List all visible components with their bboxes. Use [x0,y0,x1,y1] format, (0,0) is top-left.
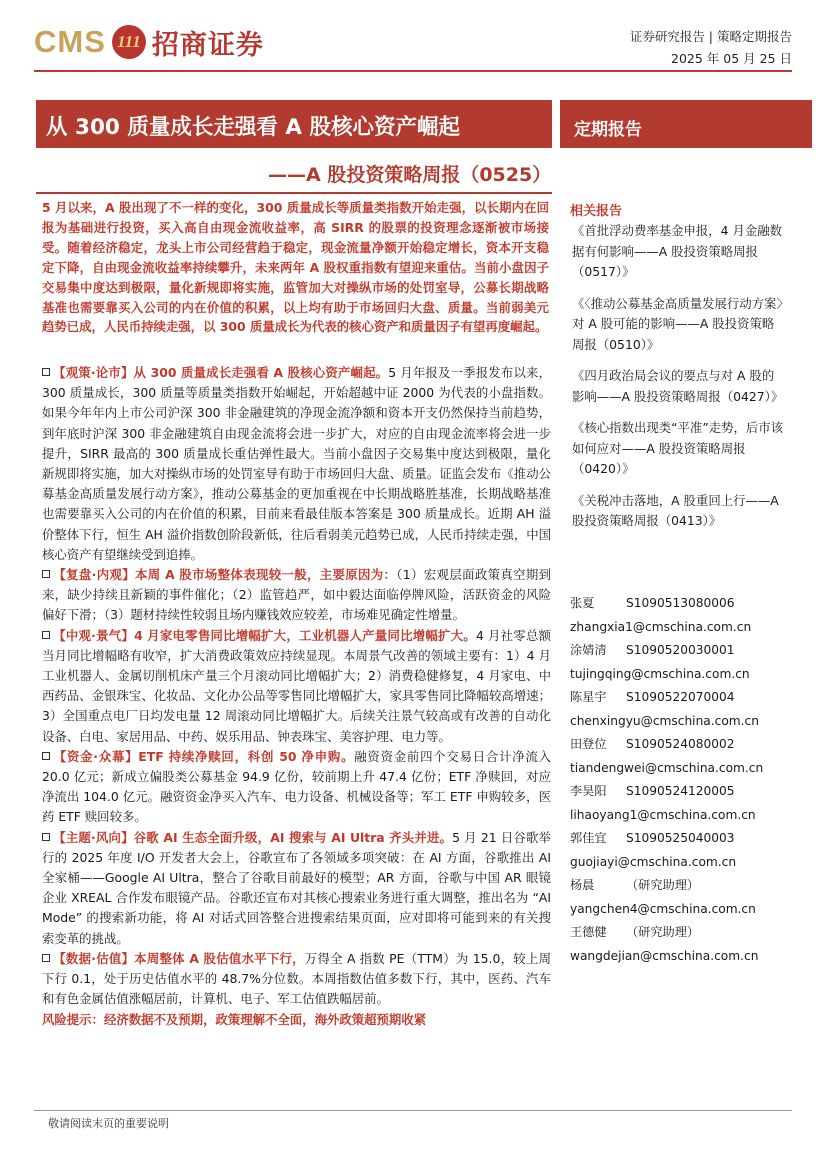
analyst-id: S1090513080006 [626,596,735,610]
section-head: 【中观·景气】4 月家电零售同比增幅扩大，工业机器人产量同比增幅扩大。 [53,627,476,643]
analyst-row [570,874,800,898]
section-text: 4 月社零总额当月同比增幅略有收窄，扩大消费政策效应持续显现。本周景气改善的领域主要有：1）4 月工业机器人、金属切削机床产量三个月滚动同比增幅扩大；2）消费稳健修复，4 月家电、中西药品、金银珠宝、化妆品、文化办公品等零售同比增幅扩大，家具零售同比降幅较高增速；3）全国重点电厂日均发电量 12 周滚动同比增幅扩大。后续关注景气较高或有改善的自动化设备、白电、家居用品、中药、娱乐用品、钟表珠宝、美容护理、电力等。 [42,627,551,744]
related-report-item[interactable]: 《首批浮动费率基金申报，4 月金融数据有何影响——A 股投资策略周报（0517）》 [572,223,783,279]
analyst-row [570,639,800,663]
section-head: 【资金·众幕】ETF 持续净赎回，科创 50 净申购。 [53,748,355,764]
section-text: 万得全 A 指数 PE（TTM）为 15.0，较上周下行 0.1，处于历史估值水平的 48.7%分位数。本周指数估值多数下行，其中，医药、汽车和有色金属估值涨幅居前，计算机、电子、军工估值跌幅居前。 [42,950,551,1007]
section-text: 5 月 21 日谷歌举行的 2025 年度 I/O 开发者大会上，谷歌宣布了各领域多项突破：在 AI 方面，谷歌推出 AI 全家桶——Google AI Ultra，整合了谷歌目前最好的模型；AR 方面，谷歌与中国 AR 眼镜企业 XREAL 合作发布眼镜产品。谷歌还宣布对其核心搜索业务进行重大调整，推出名为 “AI Mode” 的搜索新功能，将 AI 对话式回答整合进搜索结果页面，应对即将可能到来的有关搜索变革的挑战。 [42,829,551,946]
section-4 [42,747,551,828]
analyst-name: 王德健 [570,925,607,939]
logo-badge-icon [112,25,146,59]
analyst-name: 陈星宇 [570,690,607,704]
analyst-name: 田登位 [570,737,607,751]
analyst-row [570,686,800,710]
section-text: 融资资金前四个交易日合计净流入 20.0 亿元；新成立偏股类公募基金 94.9 亿份，较前期上升 47.4 亿份；ETF 净赎回，对应净流出 104.0 亿元。融资资金净买入汽车、电力设备、机械设备等；军工 ETF 申购较多，医药 ETF 赎回较多。 [42,748,552,825]
footer-divider [34,1110,792,1111]
company-logo [34,22,264,62]
analyst-email[interactable]: tiandengwei@cmschina.com.cn [570,760,764,775]
bullet-square-icon [42,752,50,760]
report-date: 2025 年 05 月 25 日 [671,51,792,66]
section-3 [42,626,551,747]
section-2 [42,565,551,626]
analyst-row [570,921,800,945]
header-meta [630,26,792,70]
analyst-id: S1090522070004 [626,690,735,704]
analyst-row [570,780,800,804]
analyst-name: 杨晨 [570,878,595,892]
analyst-name: 张夏 [570,596,595,610]
analyst-row [570,827,800,851]
section-head: 【复盘·内观】本周 A 股市场整体表现较一般，主要原因为： [53,567,397,583]
summary-paragraph: 5 月以来，A 股出现了不一样的变化，300 质量成长等质量类指数开始走强，以长期内在回报为基础进行投资，买入高自由现金流收益率，高 SIRR 的股票的投资理念逐渐被市场接受。随着经济稳定，龙头上市公司经营趋于稳定，现金流量净额开始稳定增长，资本开支稳定下降，自由现金流收益率持续攀升，未来两年 A 股权重指数有望迎来重估。当前小盘因子交易集中度达到极限，量化新规即将实施，监管加大对操纵市场的处罚室导，公募长期战略基准也需要靠买入公司的内在价值的积累，以上均有助于市场回归大盘、质量。当前弱美元趋势已成，人民币持续走强，以 300 质量成长为代表的核心资产和质量因子有望再度崛起。 [42,200,549,335]
analyst-list [570,592,800,968]
analyst-row [570,592,800,616]
analyst-email[interactable]: guojiayi@cmschina.com.cn [570,854,737,869]
analyst-id: S1090524080002 [626,737,735,751]
analyst-id: S1090525040003 [626,831,735,845]
side-label: 定期报告 [574,120,642,140]
related-reports-heading: 相关报告 [570,204,623,219]
body-sections [42,363,551,1030]
analyst-name: 李昊阳 [570,784,607,798]
footer-note: 敬请阅读末页的重要说明 [48,1117,169,1130]
related-report-item[interactable]: 《关税冲击落地，A 股重回上行——A 股投资策略周报（0413）》 [572,492,779,528]
analyst-id: S1090520030001 [626,643,735,657]
analyst-name: 郭佳宜 [570,831,607,845]
header-divider [34,70,792,72]
bullet-square-icon [42,570,50,578]
section-head: 【数据·估值】本周整体 A 股估值水平下行， [53,950,305,966]
section-5 [42,828,551,949]
analyst-email[interactable]: yangchen4@cmschina.com.cn [570,901,756,916]
analyst-id: （研究助理） [626,925,700,939]
section-head: 【主题·风向】谷歌 AI 生态全面升级，AI 搜索与 AI Ultra 齐头并进。 [53,829,453,845]
section-1 [42,363,551,565]
analyst-email[interactable]: tujingqing@cmschina.com.cn [570,666,750,681]
section-text: （1）宏观层面政策真空期到来，缺少持续且新颖的事件催化；（2）监管趋严，如中毅达面临停牌风险，活跃资金的风险偏好下滑；（3）题材持续性较弱且场内赚钱效应较差，市场难见确定性增量。 [42,567,551,623]
analyst-email[interactable]: chenxingyu@cmschina.com.cn [570,713,759,728]
analyst-id: （研究助理） [626,878,700,892]
analyst-row [570,733,800,757]
analyst-email[interactable]: zhangxia1@cmschina.com.cn [570,619,752,634]
risk-warning: 风险提示：经济数据不及预期，政策理解不全面，海外政策超预期收紧 [42,1011,427,1027]
related-reports-list [572,221,786,543]
related-report-item[interactable]: 《四月政治局会议的要点与对 A 股的影响——A 股投资策略周报（0427）》 [572,368,784,404]
section-6 [42,949,551,1010]
logo-badge-text: 111 [117,32,141,51]
report-type: 证券研究报告 | 策略定期报告 [629,29,792,44]
section-text: 5 月年报及一季报发布以来，300 质量成长，300 质量等质量类指数开始崛起，开始超越中证 2000 为代表的小盘指数。如果今年年内上市公司沪深 300 非金融建筑的净现金流净额和资本开支仍然保持当前趋势，到年底时沪深 300 非金融建筑自由现金流将会进一步扩大，对应的自由现金流率将会进一步提升，SIRR 最高的 300 质量成长重估弹性最大。当前小盘因子交易集中度达到极限，量化新规即将实施，加大对操纵市场的处罚室导有助于市场回归大盘、质量。证监会发布《推动公募基金高质量发展行动方案》，推动公募基金的更加重视在中长期战略胜基准，长期战略基准也需要靠买入公司的内在价值的积累，目前来看最佳版本答案是 300 质量成长。近期 AH 溢价整体下行，恒生 AH 溢价指数创阶段新低，往后看弱美元趋势已成，人民币持续走强，中国核心资产有望继续受到追捧。 [42,365,552,562]
bullet-square-icon [42,368,50,376]
analyst-id: S1090524120005 [626,784,735,798]
report-title: 从 300 质量成长走强看 A 股核心资产崛起 [46,115,460,140]
related-report-item[interactable]: 《〈推动公募基金高质量发展行动方案〉对 A 股可能的影响——A 股投资策略周报（0510）》 [572,295,783,352]
analyst-name: 涂婧清 [570,643,607,657]
bullet-square-icon [42,631,50,639]
logo-chinese: 招商证券 [151,29,264,61]
logo-latin: CMS [34,24,106,59]
related-report-item[interactable]: 《核心指数出现类“平准”走势，后市该如何应对——A 股投资策略周报（0420）》 [572,420,784,476]
bullet-square-icon [42,954,50,962]
analyst-email[interactable]: lihaoyang1@cmschina.com.cn [570,807,756,822]
section-head: 【观策·论市】从 300 质量成长走强看 A 股核心资产崛起。 [53,365,389,380]
analyst-email[interactable]: wangdejian@cmschina.com.cn [570,948,759,963]
report-subtitle: ——A 股投资策略周报（0525） [268,164,552,186]
bullet-square-icon [42,833,50,841]
